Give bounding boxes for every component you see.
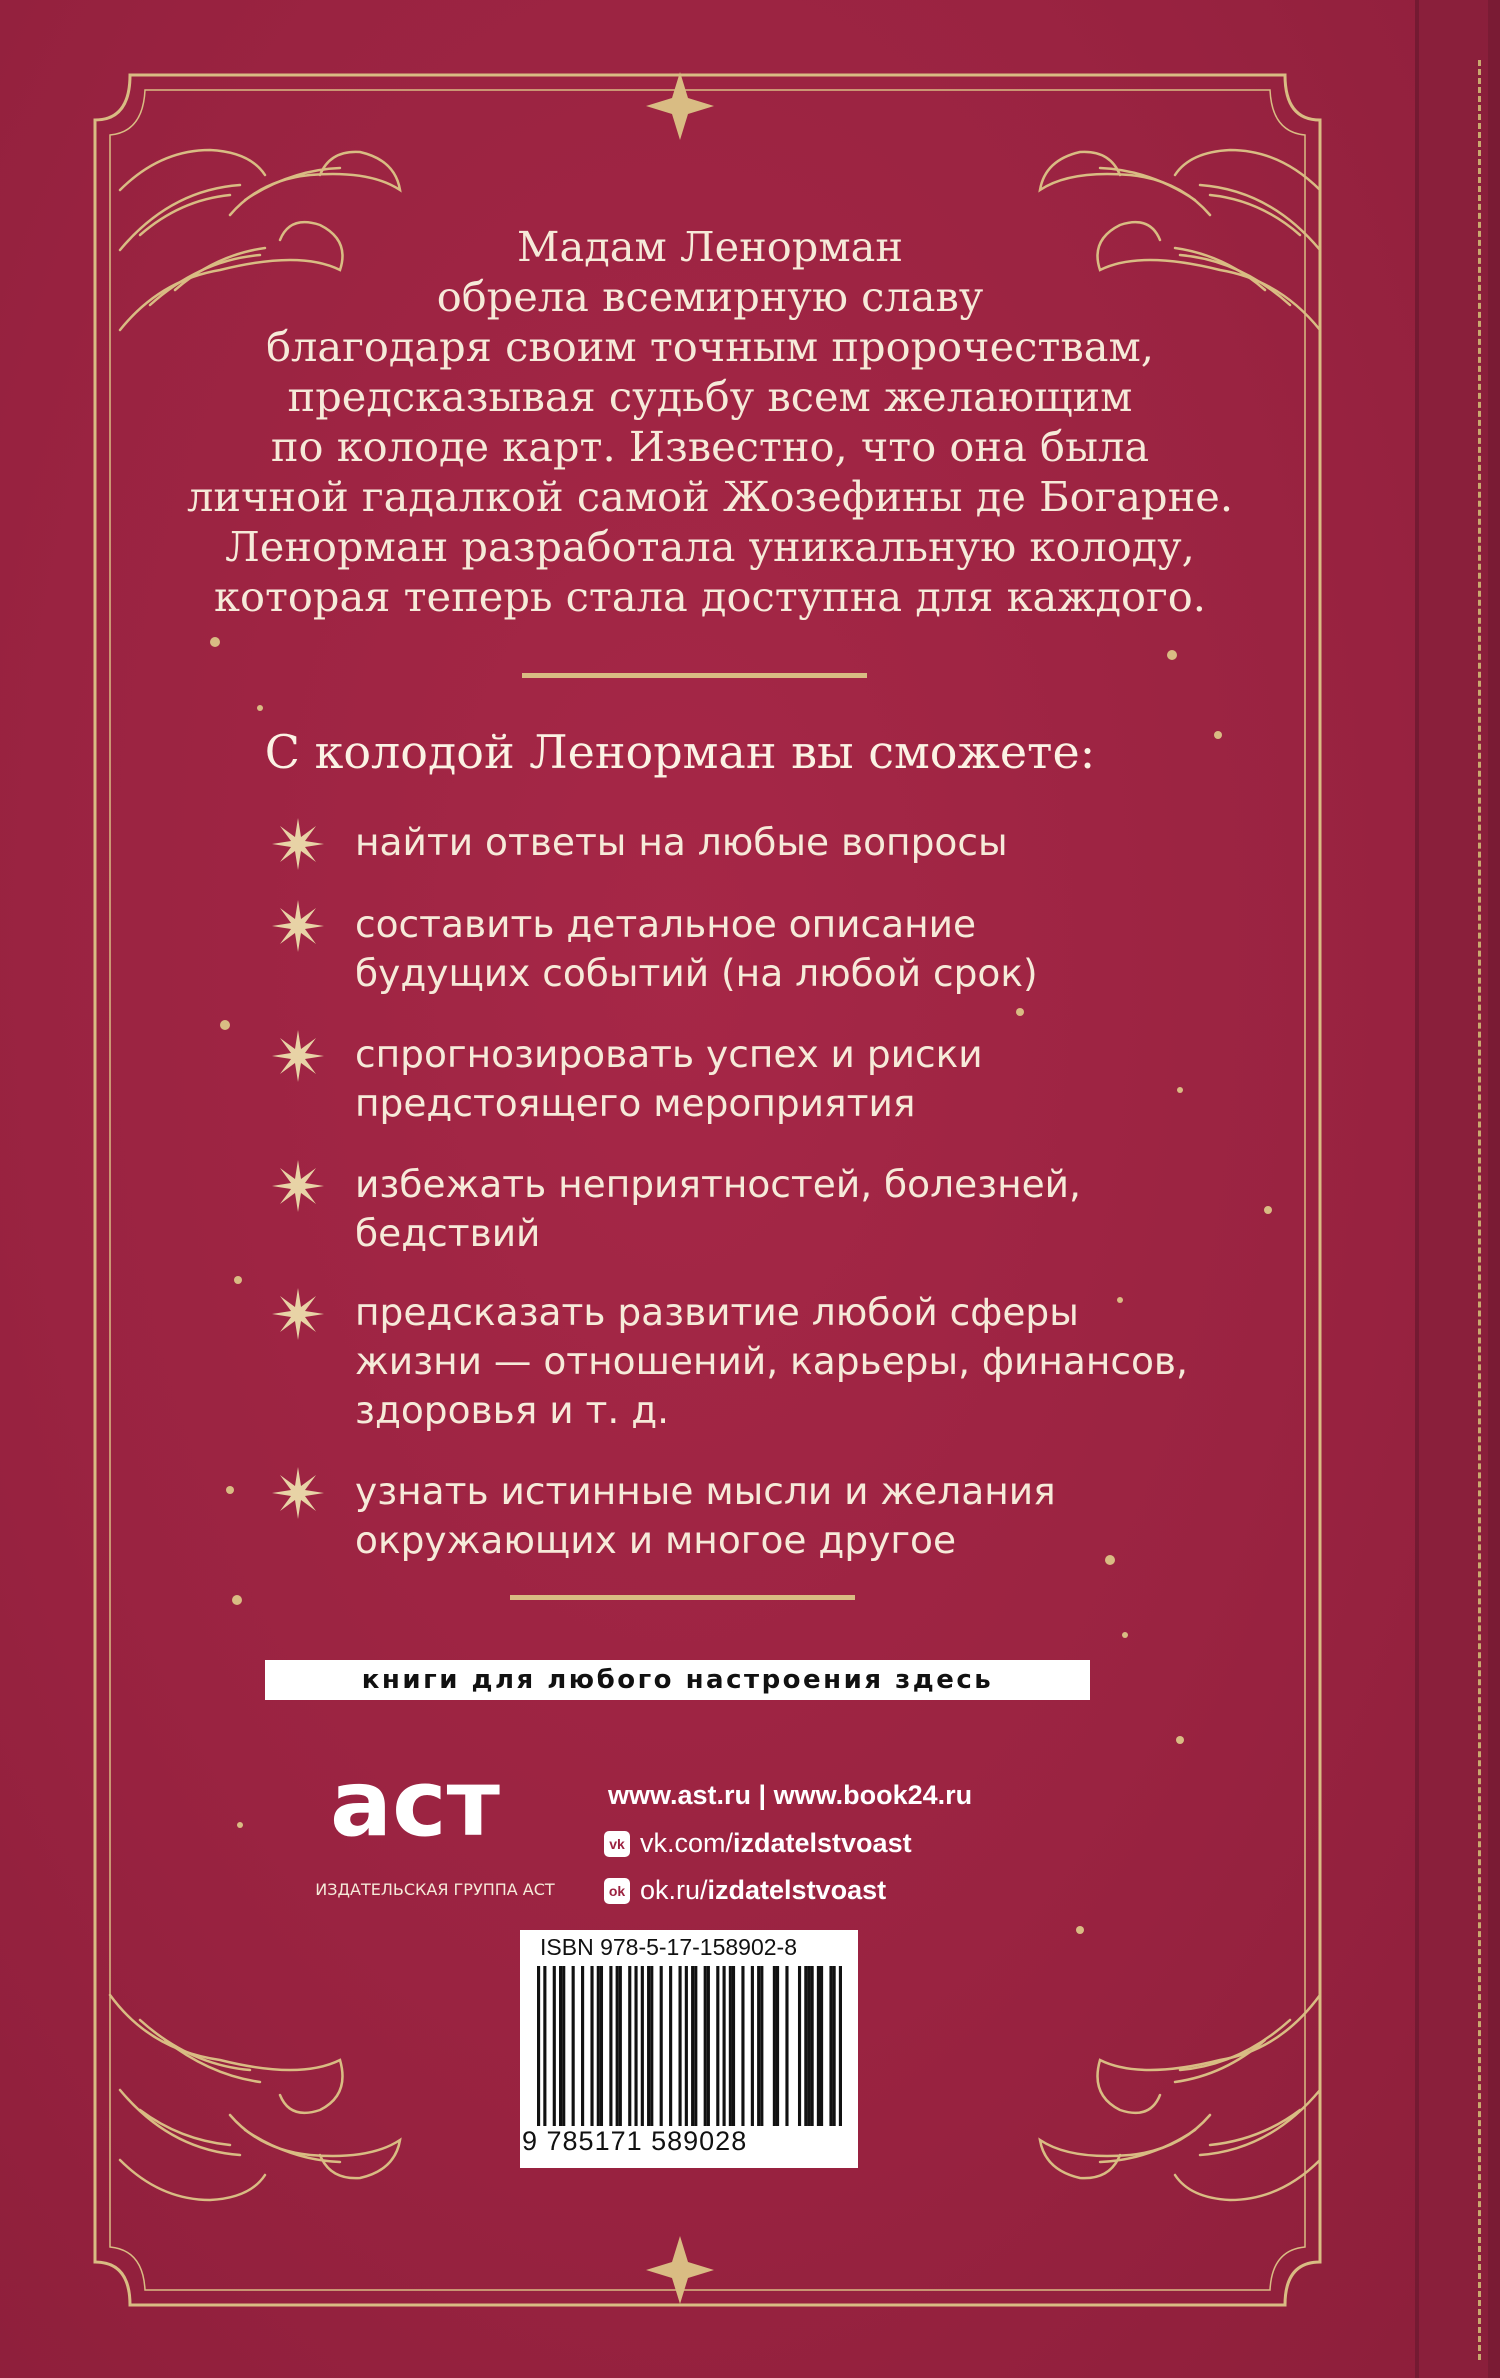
barcode-bar [760,1966,763,2126]
barcode-bar [685,1966,688,2126]
benefit-line: окружающих и многое другое [355,1518,957,1562]
barcode-bar [839,1966,842,2126]
barcode-bar [628,1966,631,2126]
barcode-bar [669,1966,672,2126]
barcode-bar [811,1966,814,2126]
benefit-line: будущих событий (на любой срок) [355,951,1038,995]
barcode-bar [829,1966,832,2126]
sparkle-star-icon [270,1465,326,1521]
benefit-line: составить детальное описание [355,902,977,946]
ok-icon: ok [604,1878,630,1904]
vk-handle: izdatelstvoast [733,1828,912,1858]
sparkle-star-icon [270,1028,326,1084]
barcode-bar [572,1966,575,2126]
benefit-line: жизни — отношений, карьеры, финансов, [355,1339,1188,1383]
barcode-bar [694,1966,697,2126]
barcode-bar [716,1966,719,2126]
barcode-bar [707,1966,710,2126]
barcode-bar [804,1966,807,2126]
benefit-line: предсказать развитие любой сферы [355,1290,1079,1334]
barcode-bar [616,1966,619,2126]
divider-top [522,673,867,678]
isbn-number: ISBN 978-5-17-158902-8 [540,1934,797,1960]
cloud-bottom-left [110,1995,400,2200]
vk-prefix: vk.com/ [640,1828,734,1858]
benefit-line: узнать истинные мысли и желания [355,1469,1056,1513]
ast-logo-icon [320,1720,550,1860]
description-line: благодаря своим точным пророчествам, [266,322,1154,371]
barcode-bar [609,1966,612,2126]
website-links[interactable]: www.ast.ru | www.book24.ru [608,1780,973,1810]
benefit-line: спрогнозировать успех и риски [355,1032,983,1076]
book-description [180,222,1240,622]
barcode-bar [732,1966,735,2126]
barcode-bar [723,1966,726,2126]
barcode-bar [833,1966,836,2126]
barcode-bar [729,1966,732,2126]
divider-bottom [510,1595,855,1600]
bottom-star-icon [646,2236,714,2304]
barcode-bar [597,1966,600,2126]
barcode-bar [641,1966,644,2126]
description-line: личной гадалкой самой Жозефины де Богарне. [186,472,1234,521]
sparkle-star-icon [270,1158,326,1214]
barcode-bar [678,1966,681,2126]
benefit-line: найти ответы на любые вопросы [355,820,1008,864]
ok-link[interactable] [604,1875,886,1906]
barcode-bar [590,1966,593,2126]
barcode-bar [785,1966,788,2126]
ok-handle: izdatelstvoast [707,1875,887,1905]
barcode-bar [691,1966,694,2126]
barcode-bar [600,1966,603,2126]
barcode-bar [817,1966,820,2126]
barcode-bar [741,1966,744,2126]
barcode-bar [553,1966,556,2126]
benefit-line: избежать неприятностей, болезней, [355,1162,1081,1206]
barcode-bar [650,1966,653,2126]
barcode-bar [798,1966,801,2126]
barcode-bar [543,1966,546,2126]
sparkle-star-icon [270,1286,326,1342]
ok-prefix: ok.ru/ [640,1875,708,1905]
description-line: предсказывая судьбу всем желающим [287,372,1133,421]
benefits-heading: С колодой Ленорман вы сможете: [264,725,1096,779]
barcode-bar [820,1966,823,2126]
description-line: по колоде карт. Известно, что она была [270,422,1150,471]
barcode-bar [660,1966,663,2126]
logo-text: аст [330,1750,500,1857]
tagline-bar [265,1660,1090,1700]
barcode-bar [634,1966,637,2126]
publisher-name: ИЗДАТЕЛЬСКАЯ ГРУППА АСТ [315,1880,555,1899]
barcode-bar [581,1966,584,2126]
barcode-bar [773,1966,776,2126]
sparkle-star-icon [270,898,326,954]
barcode-bar [704,1966,707,2126]
ean-digits: 9 785171 589028 [522,2126,748,2156]
description-line: Мадам Ленорман [516,222,904,271]
barcode-bar [757,1966,760,2126]
tagline: книги для любого настроения здесь [361,1665,994,1695]
description-line: Ленорман разработала уникальную колоду, [225,522,1195,571]
barcode-bar [619,1966,622,2126]
sparkle-star-icon [270,816,326,872]
description-line: которая теперь стала доступна для каждого. [214,572,1206,621]
barcode-bar [559,1966,562,2126]
benefit-line: бедствий [355,1211,541,1255]
benefit-line: предстоящего мероприятия [355,1081,916,1125]
barcode [537,1966,842,2126]
barcode-bar [751,1966,754,2126]
barcode-box [520,1930,858,2168]
barcode-bar [537,1966,540,2126]
vk-icon: vk [604,1831,630,1857]
barcode-bar [647,1966,650,2126]
barcode-bar [562,1966,565,2126]
cloud-bottom-right [1040,1995,1320,2200]
barcode-bar [807,1966,810,2126]
benefit-line: здоровья и т. д. [355,1388,670,1432]
top-star-icon [646,72,714,140]
description-line: обрела всемирную славу [436,272,984,321]
vk-link[interactable] [604,1828,912,1859]
barcode-bar [776,1966,779,2126]
